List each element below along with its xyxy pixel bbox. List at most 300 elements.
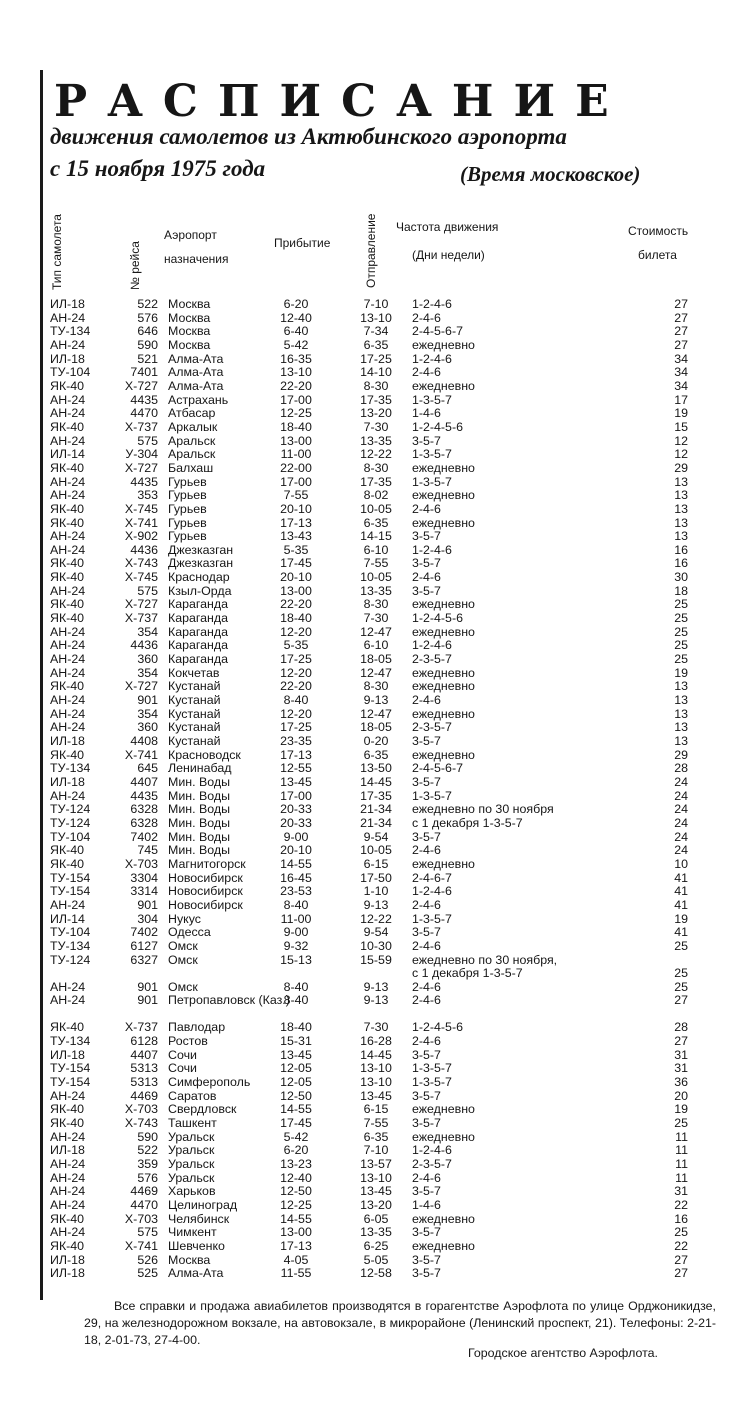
flight-number: 6128 <box>130 1034 158 1049</box>
flight-departure: 6-25 <box>363 1238 389 1253</box>
flight-destination: Кустанай <box>168 734 221 748</box>
flight-arrival: 11-00 <box>280 447 312 462</box>
flight-departure: 13-10 <box>360 1075 392 1090</box>
table-row <box>50 762 715 776</box>
flight-number: 4436 <box>130 542 158 557</box>
flight-destination: Гурьев <box>168 515 207 530</box>
col-header-number: № рейса <box>128 241 142 290</box>
flight-price: 17 <box>674 392 688 407</box>
flight-destination: Красноводск <box>168 747 241 762</box>
flight-arrival: 12-50 <box>280 1088 312 1103</box>
flight-destination: Мин. Воды <box>168 829 230 844</box>
flight-departure: 14-45 <box>360 1047 392 1062</box>
flight-departure: 9-13 <box>363 897 389 912</box>
flight-destination: Москва <box>168 1252 211 1267</box>
table-row <box>50 967 715 981</box>
flight-frequency: 3-5-7 <box>412 1116 441 1131</box>
flight-destination: Астрахань <box>168 392 229 407</box>
flight-type: ТУ-104 <box>50 829 91 844</box>
flight-destination: Мин. Воды <box>168 802 230 817</box>
flight-destination: Гурьев <box>168 529 207 544</box>
flight-number: 6127 <box>130 938 158 953</box>
flight-type: ЯК-40 <box>50 1020 85 1035</box>
table-row <box>50 981 715 995</box>
flight-type: ТУ-134 <box>50 938 91 953</box>
flight-type: ТУ-104 <box>50 925 91 940</box>
flight-destination: Мин. Воды <box>168 843 230 858</box>
flight-price: 19 <box>674 665 688 680</box>
flight-departure: 15-59 <box>360 952 392 967</box>
flight-number: Х-727 <box>124 460 158 475</box>
flight-type: АН-24 <box>50 1157 86 1172</box>
flight-price: 13 <box>674 529 688 544</box>
flight-type: ЯК-40 <box>50 843 85 858</box>
flight-destination: Караганда <box>168 652 228 667</box>
flight-type: ЯК-40 <box>50 1238 85 1253</box>
flight-departure: 13-45 <box>360 1088 392 1103</box>
flight-type: АН-24 <box>50 1129 86 1144</box>
flight-frequency: 3-5-7 <box>412 925 441 940</box>
flight-type: АН-24 <box>50 979 86 994</box>
flight-departure: 9-13 <box>363 979 389 994</box>
flight-departure: 13-35 <box>360 583 392 598</box>
flight-destination: Сочи <box>168 1047 197 1062</box>
flight-departure: 8-30 <box>363 679 389 694</box>
flight-frequency: 3-5-7 <box>412 529 441 544</box>
flight-destination: Мин. Воды <box>168 815 230 830</box>
flight-destination: Свердловск <box>168 1102 237 1117</box>
flight-departure: 14-10 <box>360 365 392 380</box>
flight-departure: 9-13 <box>363 993 389 1008</box>
flight-price: 29 <box>674 460 688 475</box>
flight-frequency: 1-3-5-7 <box>412 1075 452 1090</box>
table-row <box>50 517 715 531</box>
flight-destination: Аркалык <box>168 419 218 434</box>
flight-price: 41 <box>674 870 688 885</box>
flight-destination: Уральск <box>168 1157 215 1172</box>
flight-frequency: 2-4-6 <box>412 843 441 858</box>
table-row <box>50 1240 715 1254</box>
flight-arrival: 5-42 <box>283 337 309 352</box>
col-header-frequency-2: (Дни недели) <box>412 248 485 262</box>
flight-destination: Мин. Воды <box>168 774 230 789</box>
flight-frequency: 1-2-4-6 <box>412 1143 452 1158</box>
flight-price: 19 <box>674 406 688 421</box>
flight-price: 16 <box>674 556 688 571</box>
flight-type: АН-24 <box>50 788 86 803</box>
flight-type: ИЛ-18 <box>50 1047 85 1062</box>
table-row <box>50 913 715 927</box>
flight-departure: 10-05 <box>360 843 392 858</box>
flight-arrival: 17-00 <box>280 474 312 489</box>
flight-departure: 13-57 <box>360 1157 392 1172</box>
flight-arrival: 22-20 <box>280 679 312 694</box>
table-row <box>50 1131 715 1145</box>
flight-number: 4469 <box>130 1088 158 1103</box>
flight-arrival: 22-00 <box>280 460 312 475</box>
flight-arrival: 17-25 <box>280 720 312 735</box>
flight-number: 645 <box>137 761 158 776</box>
flight-frequency: ежедневно <box>412 665 475 680</box>
flight-frequency: 1-3-5-7 <box>412 392 452 407</box>
flight-number: 575 <box>137 583 158 598</box>
flight-destination: Омск <box>168 938 198 953</box>
flight-destination: Джезказган <box>168 556 234 571</box>
flight-departure: 6-15 <box>363 1102 389 1117</box>
flight-arrival: 12-55 <box>280 761 312 776</box>
table-row <box>50 803 715 817</box>
flight-arrival: 8-40 <box>283 897 309 912</box>
flight-departure: 9-54 <box>363 829 389 844</box>
flight-departure: 7-55 <box>363 556 389 571</box>
flight-price: 13 <box>674 734 688 748</box>
flight-number: 526 <box>137 1252 158 1267</box>
flight-frequency: 1-3-5-7 <box>412 474 452 489</box>
flight-destination: Гурьев <box>168 488 207 503</box>
flight-number: Х-727 <box>124 679 158 694</box>
flight-arrival: 8-40 <box>283 979 309 994</box>
table-row <box>50 1213 715 1227</box>
flight-price: 15 <box>674 419 688 434</box>
flight-type: ИЛ-14 <box>50 911 85 926</box>
flight-number: 5313 <box>130 1075 158 1090</box>
flight-number: 304 <box>137 911 158 926</box>
flight-arrival: 13-10 <box>280 365 312 380</box>
flight-price: 24 <box>674 829 688 844</box>
table-row <box>50 339 715 353</box>
flight-frequency: 3-5-7 <box>412 774 441 789</box>
flight-destination: Мин. Воды <box>168 788 230 803</box>
flight-frequency: с 1 декабря 1-3-5-7 <box>412 966 523 981</box>
flight-departure: 6-35 <box>363 1129 389 1144</box>
flight-price: 11 <box>675 1170 688 1185</box>
flight-price: 11 <box>675 1143 688 1158</box>
flight-frequency: ежедневно по 30 ноября, <box>412 952 558 967</box>
flight-destination: Гурьев <box>168 501 207 516</box>
footer-note: Все справки и продажа авиабилетов производятся в горагентстве Аэрофлота по улице Орджоникидзе, 29, на железнодорожном вокзале, на автовокзале, в микрорайоне (Ленинский проспект, 21). Телефоны: 2-21-18, 2-01-73, 27-4-00. <box>84 1299 716 1347</box>
flight-arrival: 6-20 <box>283 297 309 311</box>
table-row <box>50 544 715 558</box>
table-row <box>50 1158 715 1172</box>
flight-frequency: 2-3-5-7 <box>412 720 452 735</box>
flight-destination: Алма-Ата <box>168 351 224 366</box>
flight-price: 27 <box>674 1252 688 1267</box>
flight-type: АН-24 <box>50 488 86 503</box>
flight-frequency: ежедневно <box>412 460 475 475</box>
flight-type: АН-24 <box>50 624 86 639</box>
flight-destination: Караганда <box>168 624 228 639</box>
flight-destination: Уральск <box>168 1170 215 1185</box>
table-row <box>50 1226 715 1240</box>
table-row <box>50 325 715 339</box>
flight-number: 359 <box>137 1157 158 1172</box>
table-row <box>50 1062 715 1076</box>
flight-type: АН-24 <box>50 1198 86 1212</box>
flight-price: 41 <box>674 884 688 899</box>
flight-destination: Краснодар <box>168 570 230 585</box>
flight-price: 30 <box>674 570 688 585</box>
table-row <box>50 312 715 326</box>
subtitle-line2: с 15 ноября 1975 года <box>50 156 266 181</box>
flight-arrival: 17-45 <box>280 556 312 571</box>
flight-departure: 9-54 <box>363 925 389 940</box>
flight-arrival: 13-45 <box>280 1047 312 1062</box>
table-row <box>50 776 715 790</box>
flight-number: 7402 <box>130 829 158 844</box>
table-row <box>50 1199 715 1213</box>
table-row <box>50 1267 715 1281</box>
flight-departure: 12-47 <box>360 665 392 680</box>
flight-frequency: 2-4-6 <box>412 897 441 912</box>
flight-number: 576 <box>137 310 158 325</box>
flight-departure: 14-45 <box>360 774 392 789</box>
flight-destination: Караганда <box>168 638 228 653</box>
flight-arrival: 17-45 <box>280 1116 312 1131</box>
flight-frequency: 2-4-6 <box>412 993 441 1008</box>
subtitle-line1: движения самолетов из Актюбинского аэропорта <box>50 124 567 149</box>
flight-frequency: 3-5-7 <box>412 829 441 844</box>
flight-destination: Аральск <box>168 433 216 448</box>
flight-type: ЯК-40 <box>50 1116 85 1131</box>
flight-number: Х-737 <box>124 1020 158 1035</box>
flight-departure: 18-05 <box>360 720 392 735</box>
flight-frequency: 1-4-6 <box>412 1198 441 1212</box>
flight-arrival: 4-05 <box>283 1252 309 1267</box>
flight-number: 7402 <box>130 925 158 940</box>
flight-departure: 12-58 <box>360 1266 392 1281</box>
table-row <box>50 1172 715 1186</box>
flight-arrival: 11-00 <box>280 911 312 926</box>
flight-frequency: 1-3-5-7 <box>412 911 452 926</box>
flight-price: 13 <box>674 679 688 694</box>
flight-arrival: 13-00 <box>280 1225 312 1240</box>
flight-frequency: ежедневно <box>412 1129 475 1144</box>
flight-departure: 6-10 <box>363 542 389 557</box>
flight-price: 20 <box>674 1088 688 1103</box>
flight-destination: Кустанай <box>168 679 221 694</box>
flight-frequency: 3-5-7 <box>412 1252 441 1267</box>
flight-price: 28 <box>674 761 688 776</box>
flight-arrival: 13-00 <box>280 583 312 598</box>
flight-departure: 17-35 <box>360 788 392 803</box>
flight-price: 24 <box>674 774 688 789</box>
flight-number: Х-727 <box>124 378 158 393</box>
schedule-sheet <box>40 70 720 1370</box>
flight-type: ЯК-40 <box>50 419 85 434</box>
flight-frequency: 3-5-7 <box>412 433 441 448</box>
table-row <box>50 585 715 599</box>
flight-number: Х-745 <box>124 501 158 516</box>
flight-departure: 13-45 <box>360 1184 392 1199</box>
flight-number: Х-741 <box>124 747 158 762</box>
flight-arrival: 12-40 <box>280 310 312 325</box>
table-row <box>50 858 715 872</box>
flight-frequency: 1-2-4-6 <box>412 638 452 653</box>
flight-arrival: 9-32 <box>283 938 309 953</box>
col-header-price-1: Стоимость <box>628 224 689 238</box>
flight-type: ИЛ-18 <box>50 734 85 748</box>
flight-price: 10 <box>674 856 688 871</box>
flight-type: ИЛ-18 <box>50 297 85 311</box>
flight-price: 25 <box>674 597 688 612</box>
flight-frequency: 1-2-4-5-6 <box>412 1020 463 1035</box>
flight-type: ЯК-40 <box>50 1211 85 1226</box>
flight-arrival: 17-13 <box>280 1238 312 1253</box>
flight-departure: 7-30 <box>363 1020 389 1035</box>
flight-departure: 6-05 <box>363 1211 389 1226</box>
flight-destination: Балхаш <box>168 460 214 475</box>
flight-price: 27 <box>674 1266 688 1281</box>
flight-frequency: 2-3-5-7 <box>412 652 452 667</box>
flight-destination: Гурьев <box>168 474 207 489</box>
flight-departure: 6-35 <box>363 337 389 352</box>
table-row <box>50 749 715 763</box>
flight-type: АН-24 <box>50 1184 86 1199</box>
flight-number: Х-703 <box>124 856 158 871</box>
flight-departure: 10-05 <box>360 570 392 585</box>
col-header-type: Тип самолета <box>50 214 64 290</box>
flight-price: 25 <box>674 652 688 667</box>
flight-destination: Джезказган <box>168 542 234 557</box>
flight-departure: 6-10 <box>363 638 389 653</box>
flight-price: 24 <box>674 815 688 830</box>
flight-type: АН-24 <box>50 392 86 407</box>
flight-departure: 12-22 <box>360 447 392 462</box>
flight-number: 576 <box>137 1170 158 1185</box>
table-row <box>50 708 715 722</box>
flight-number: 4470 <box>130 1198 158 1212</box>
flight-arrival: 12-25 <box>280 406 312 421</box>
flight-type: ИЛ-18 <box>50 774 85 789</box>
flight-type: АН-24 <box>50 542 86 557</box>
flight-type: АН-24 <box>50 529 86 544</box>
flight-type: АН-24 <box>50 1225 86 1240</box>
flight-price: 25 <box>674 938 688 953</box>
flight-number: Х-737 <box>124 611 158 626</box>
flight-type: АН-24 <box>50 337 86 352</box>
flight-destination: Кустанай <box>168 693 221 708</box>
flight-frequency: 2-4-6-7 <box>412 870 452 885</box>
flight-type: ЯК-40 <box>50 570 85 585</box>
table-row <box>50 680 715 694</box>
flight-price: 22 <box>674 1238 688 1253</box>
flight-number: 901 <box>137 693 158 708</box>
flight-frequency: ежедневно <box>412 856 475 871</box>
flight-number: Х-902 <box>124 529 158 544</box>
flight-number: 4435 <box>130 392 158 407</box>
flight-type: АН-24 <box>50 993 86 1008</box>
flight-frequency: 1-3-5-7 <box>412 1061 452 1076</box>
flight-destination: Кустанай <box>168 706 221 721</box>
flight-number: 521 <box>137 351 158 366</box>
flight-price: 13 <box>674 693 688 708</box>
flight-departure: 1-10 <box>363 884 389 899</box>
table-row <box>50 435 715 449</box>
flight-arrival: 12-20 <box>280 665 312 680</box>
flight-number: 6328 <box>130 802 158 817</box>
flight-price: 27 <box>674 297 688 311</box>
flight-price: 25 <box>674 624 688 639</box>
flight-frequency: ежедневно <box>412 1211 475 1226</box>
flight-type: ТУ-154 <box>50 1061 91 1076</box>
flight-arrival: 16-45 <box>280 870 312 885</box>
flight-arrival: 15-13 <box>280 952 312 967</box>
flight-number: 354 <box>137 665 158 680</box>
flight-price: 12 <box>674 447 688 462</box>
flight-frequency: ежедневно <box>412 597 475 612</box>
flight-destination: Харьков <box>168 1184 216 1199</box>
col-header-frequency-1: Частота движения <box>396 220 499 234</box>
flight-price: 12 <box>674 433 688 448</box>
flight-arrival: 8-40 <box>283 993 309 1008</box>
flight-arrival: 18-40 <box>280 419 312 434</box>
flight-frequency: 2-4-6 <box>412 310 441 325</box>
col-header-price-2: билета <box>638 248 677 262</box>
flight-number: 4408 <box>130 734 158 748</box>
flight-number: 4470 <box>130 406 158 421</box>
table-row <box>50 448 715 462</box>
table-row <box>50 1076 715 1090</box>
flight-departure: 7-34 <box>363 324 389 339</box>
flight-type: ИЛ-18 <box>50 1252 85 1267</box>
flight-destination: Караганда <box>168 611 228 626</box>
flight-arrival: 13-45 <box>280 774 312 789</box>
flight-frequency: 1-2-4-6 <box>412 884 452 899</box>
flight-type: АН-24 <box>50 1170 86 1185</box>
flight-type: АН-24 <box>50 720 86 735</box>
flight-type: ЯК-40 <box>50 747 85 762</box>
flight-price: 22 <box>674 1198 688 1212</box>
flight-type: ТУ-154 <box>50 884 91 899</box>
flight-arrival: 13-00 <box>280 433 312 448</box>
flight-number: 575 <box>137 433 158 448</box>
flight-destination: Омск <box>168 979 198 994</box>
flight-departure: 12-47 <box>360 624 392 639</box>
flight-type: АН-24 <box>50 665 86 680</box>
flight-number: Х-727 <box>124 597 158 612</box>
time-note: (Время московское) <box>460 162 641 186</box>
flight-arrival: 13-23 <box>280 1157 312 1172</box>
flight-number: 522 <box>137 1143 158 1158</box>
table-row <box>50 530 715 544</box>
flight-departure: 10-30 <box>360 938 392 953</box>
flight-departure: 9-13 <box>363 693 389 708</box>
flight-departure: 12-47 <box>360 706 392 721</box>
flight-price: 27 <box>674 324 688 339</box>
table-row <box>50 694 715 708</box>
flight-type: АН-24 <box>50 1088 86 1103</box>
table-row <box>50 298 715 312</box>
flight-type: АН-24 <box>50 693 86 708</box>
table-row <box>50 1090 715 1104</box>
flight-departure: 7-10 <box>363 1143 389 1158</box>
table-row <box>50 503 715 517</box>
flight-arrival: 6-20 <box>283 1143 309 1158</box>
table-row <box>50 653 715 667</box>
flight-departure: 21-34 <box>360 802 392 817</box>
table-row <box>50 1254 715 1268</box>
flight-price: 13 <box>674 515 688 530</box>
flight-frequency: 1-2-4-6 <box>412 542 452 557</box>
col-header-destination-2: назначения <box>164 252 229 266</box>
flight-type: ИЛ-14 <box>50 447 85 462</box>
flight-number: У-304 <box>125 447 158 462</box>
flight-type: ТУ-124 <box>50 802 91 817</box>
flight-number: 522 <box>137 297 158 311</box>
flight-arrival: 17-13 <box>280 747 312 762</box>
flight-arrival: 14-55 <box>280 1211 312 1226</box>
flight-destination: Кзыл-Орда <box>168 583 232 598</box>
